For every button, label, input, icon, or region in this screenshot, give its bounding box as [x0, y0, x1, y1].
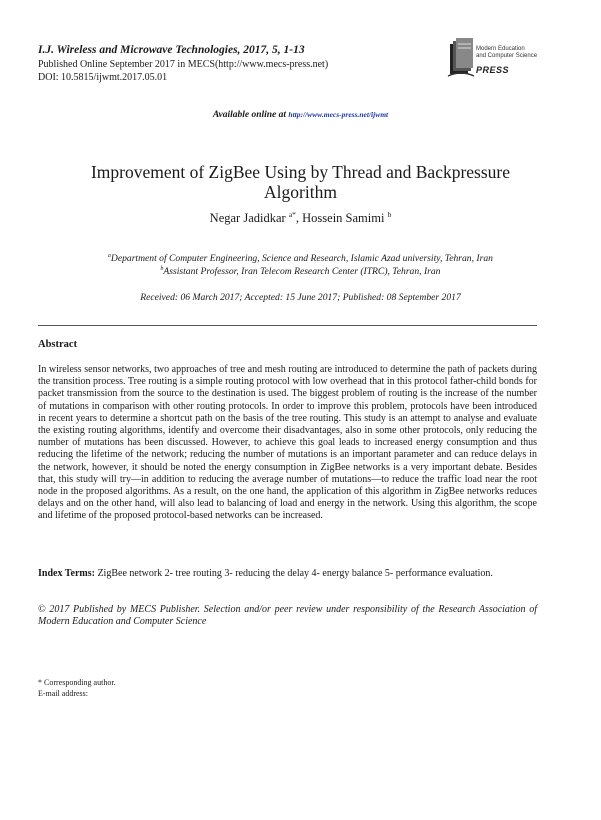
book-stack-icon [446, 36, 476, 82]
journal-title: I.J. Wireless and Microwave Technologies, 2017, 5, 1-13 [38, 44, 305, 56]
affiliation-b-mark: b [160, 265, 164, 272]
affiliations [0, 252, 601, 278]
copyright-notice: © 2017 Published by MECS Publisher. Selection and/or peer review under responsibility of the Research Association of Modern Education and Computer Science [38, 604, 537, 628]
author-1: Negar Jadidkar [209, 211, 286, 225]
affiliation-a: $^a$Department of Computer Engineering, Science and Research, Islamic Azad university, Tehran, Iran [108, 252, 493, 264]
author-2: Hossein Samimi [302, 211, 385, 225]
abstract-heading: Abstract [38, 339, 78, 350]
footnote [38, 678, 116, 699]
author-separator: , [295, 211, 303, 225]
dates-line: Received: 06 March 2017; Accepted: 15 June 2017; Published: 08 September 2017 [140, 292, 461, 303]
journal-url-link[interactable]: http://www.mecs-press.net/ijwmt [288, 110, 389, 119]
abstract-text: In wireless sensor networks, two approaches of tree and mesh routing are introduced to determine the path of packets during the transition process. Tree routing is a simple routing protocol with low overhead that in this protocol father-child bonds for packet transmission from the source to the destination is used. The biggest problem of routing is the increase of the number of mutations in comparison with other routing protocols. In order to improve this problem, protocols have been introduced in recent years to determine a shortcut path on the basis of the tree routing. This study is an attempt to analyse and evaluate the existing routing algorithms, identify and overcome their disadvantages, also in some other protocols, only reducing the number of mutations has been discussed. However, to achieve this goal leads to increased energy consumption and thus reducing the lifetime of the network; reducing the number of mutations is an important parameter and can reduce delays in the network, however, it should be noted the energy consumption in ZigBee networks is a very important debate. Besides that, this study will try—in addition to reducing the average number of mutations—to reduce the traffic load near the root node in the proposed algorithms. As a result, on the one hand, the application of this algorithm in ZigBee networks reduces delays and on the other hand, will also lead to balancing of load and energy in the network. Using this algorithm, the scope and lifetime of the proposed protocol-based networks can be increased. [38, 364, 537, 522]
doi: DOI: 10.5815/ijwmt.2017.05.01 [38, 72, 168, 83]
logo-line-2: and Computer Science [476, 52, 538, 59]
availability-label: Available online at [212, 110, 287, 120]
logo-line-1: Modern Education [476, 46, 525, 52]
author-1-mark: a* [288, 209, 296, 219]
logo-press: PRESS [476, 65, 510, 75]
email-note: E-mail address: [38, 688, 88, 698]
divider [38, 325, 537, 326]
index-terms [38, 568, 537, 580]
availability-line [0, 110, 601, 120]
author-2-mark: b [387, 209, 392, 219]
affiliation-a-mark: a [108, 252, 111, 259]
publisher-logo [446, 36, 556, 86]
publication-info: Published Online September 2017 in MECS(http://www.mecs-press.net) [38, 59, 329, 70]
index-terms-text: ZigBee network 2- tree routing 3- reducing the delay 4- energy balance 5- performance evaluation. [94, 568, 493, 579]
authors [0, 211, 601, 226]
index-terms-label: Index Terms: [38, 568, 95, 579]
affiliation-b: $^b$Assistant Professor, Iran Telecom Research Center (ITRC), Tehran, Iran [160, 265, 441, 277]
corresponding-author-note: * Corresponding author. [38, 678, 116, 687]
paper-title: Improvement of ZigBee Using by Thread and Backpressure Algorithm [90, 162, 511, 202]
